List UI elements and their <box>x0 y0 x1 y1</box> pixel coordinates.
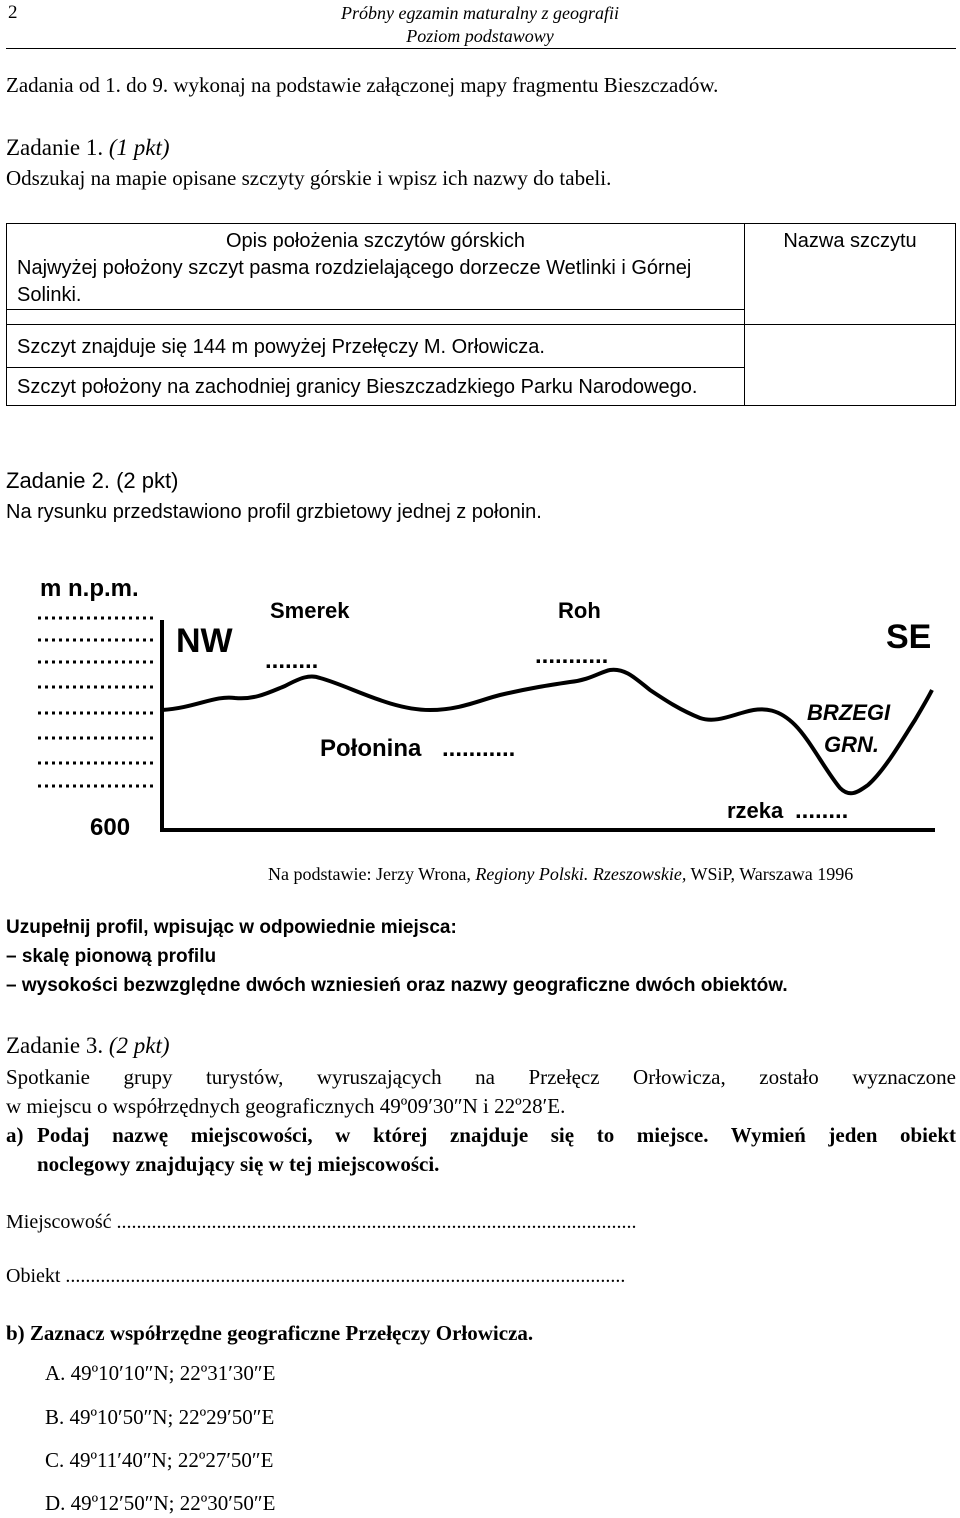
table-header-name: Nazwa szczytu <box>783 230 917 252</box>
task1-points: (1 pkt) <box>108 135 170 160</box>
polonina-label: Połonina <box>320 735 422 762</box>
fill-intro: Uzupełnij profil, wpisując w odpowiednie miejsca: <box>6 917 457 938</box>
roh-dots: ........... <box>535 642 609 669</box>
task1-heading <box>6 133 170 162</box>
fill-item-2: – wysokości bezwzględne dwóch wzniesień oraz nazwy geograficzne dwóch obiektów. <box>6 975 788 996</box>
brzegi-label-line1: BRZEGI <box>807 700 891 725</box>
task2-heading <box>6 466 178 495</box>
option-c[interactable]: C. 49º11′40″N; 22º27′50″E <box>45 1448 274 1472</box>
profile-unit-label: m n.p.m. <box>40 575 139 602</box>
table-row <box>7 224 956 310</box>
intro-text: Zadania od 1. do 9. wykonaj na podstawie załączonej mapy fragmentu Bieszczadów. <box>6 73 719 97</box>
answer-cell-3[interactable] <box>745 368 956 406</box>
source-prefix: Na podstawie: Jerzy Wrona, <box>268 864 476 884</box>
table-header-name-cell <box>745 224 956 310</box>
task3-a-line1: Podaj nazwę miejscowości, w której znajduje się to miejsce. Wymień jeden obiekt <box>37 1123 956 1147</box>
ridge-line <box>162 670 932 794</box>
direction-se: SE <box>886 618 932 656</box>
table-header-desc: Opis położenia szczytów górskich <box>225 230 525 252</box>
task3-heading <box>6 1031 170 1060</box>
table-row <box>7 368 956 406</box>
task3-text-line2: w miejscu o współrzędnych geograficznych 49º09′30″N i 22º28′E. <box>6 1094 566 1118</box>
brzegi-label-line2: GRN. <box>824 732 879 757</box>
source-title: Regiony Polski. Rzeszowskie, <box>475 864 687 884</box>
task3-number: Zadanie 3. <box>6 1033 104 1058</box>
task2-points: (2 pkt) <box>116 468 179 493</box>
answer-cell-1[interactable] <box>745 310 956 325</box>
table-cell <box>7 224 745 310</box>
ridge-profile <box>10 560 940 860</box>
option-b[interactable]: B. 49º10′50″N; 22º29′50″E <box>45 1405 275 1429</box>
source-suffix: WSiP, Warszawa 1996 <box>686 864 854 884</box>
exam-title-line1: Próbny egzamin maturalny z geografii <box>341 3 619 23</box>
river-dots: ........ <box>795 797 849 824</box>
polonina-dots: ........... <box>442 735 516 762</box>
task3-text-line1: Spotkanie grupy turystów, wyruszających na Przełęcz Orłowicza, zostało wyznaczone <box>6 1065 956 1089</box>
option-a[interactable]: A. 49º10′10″N; 22º31′30″E <box>45 1361 276 1385</box>
profile-bottom-value: 600 <box>90 814 131 841</box>
task2-instruction: Na rysunku przedstawiono profil grzbietowy jednej z połonin. <box>6 501 542 523</box>
table-row <box>7 325 956 368</box>
header-rule <box>6 48 956 49</box>
fill-item-1: – skalę pionową profilu <box>6 946 217 967</box>
table-cell <box>7 310 745 325</box>
table-row-desc-3: Szczyt położony na zachodniej granicy Bieszczadzkiego Parku Narodowego. <box>17 376 698 398</box>
field-obiekt[interactable]: Obiekt ................................................................................................................ <box>6 1265 626 1287</box>
smerek-dots: ........ <box>265 647 319 674</box>
page-number: 2 <box>8 2 18 23</box>
river-label: rzeka <box>727 798 784 823</box>
task3-b-label: b) Zaznacz współrzędne geograficzne Przełęczy Orłowicza. <box>6 1321 534 1345</box>
peak-label-roh: Roh <box>558 598 601 623</box>
peaks-table <box>6 223 956 406</box>
exam-title-line2: Poziom podstawowy <box>406 26 554 46</box>
table-cell <box>7 368 745 406</box>
scale-dotted-lines <box>38 618 153 786</box>
answer-cell-2[interactable] <box>745 325 956 368</box>
direction-nw: NW <box>176 622 233 660</box>
option-d[interactable]: D. 49º12′50″N; 22º30′50″E <box>45 1491 276 1515</box>
task1-instruction: Odszukaj na mapie opisane szczyty górskie i wpisz ich nazwy do tabeli. <box>6 166 612 190</box>
table-cell <box>7 325 745 368</box>
task2-number: Zadanie 2. <box>6 468 110 493</box>
table-row <box>7 310 956 325</box>
table-row-desc-1: Najwyżej położony szczyt pasma rozdzielającego dorzecze Wetlinki i Górnej Solinki. <box>17 257 692 306</box>
task3-a-label: a) <box>6 1123 24 1147</box>
task3-points: (2 pkt) <box>108 1033 170 1058</box>
source-citation <box>268 864 853 885</box>
task3-a-line2: noclegowy znajdujący się w tej miejscowości. <box>37 1152 440 1176</box>
peak-label-smerek: Smerek <box>270 598 350 623</box>
field-miejscowosc[interactable]: Miejscowość ........................................................................................................ <box>6 1211 637 1233</box>
table-row-desc-2: Szczyt znajduje się 144 m powyżej Przełęczy M. Orłowicza. <box>17 336 545 358</box>
exam-title <box>0 2 960 48</box>
task1-number: Zadanie 1. <box>6 135 104 160</box>
